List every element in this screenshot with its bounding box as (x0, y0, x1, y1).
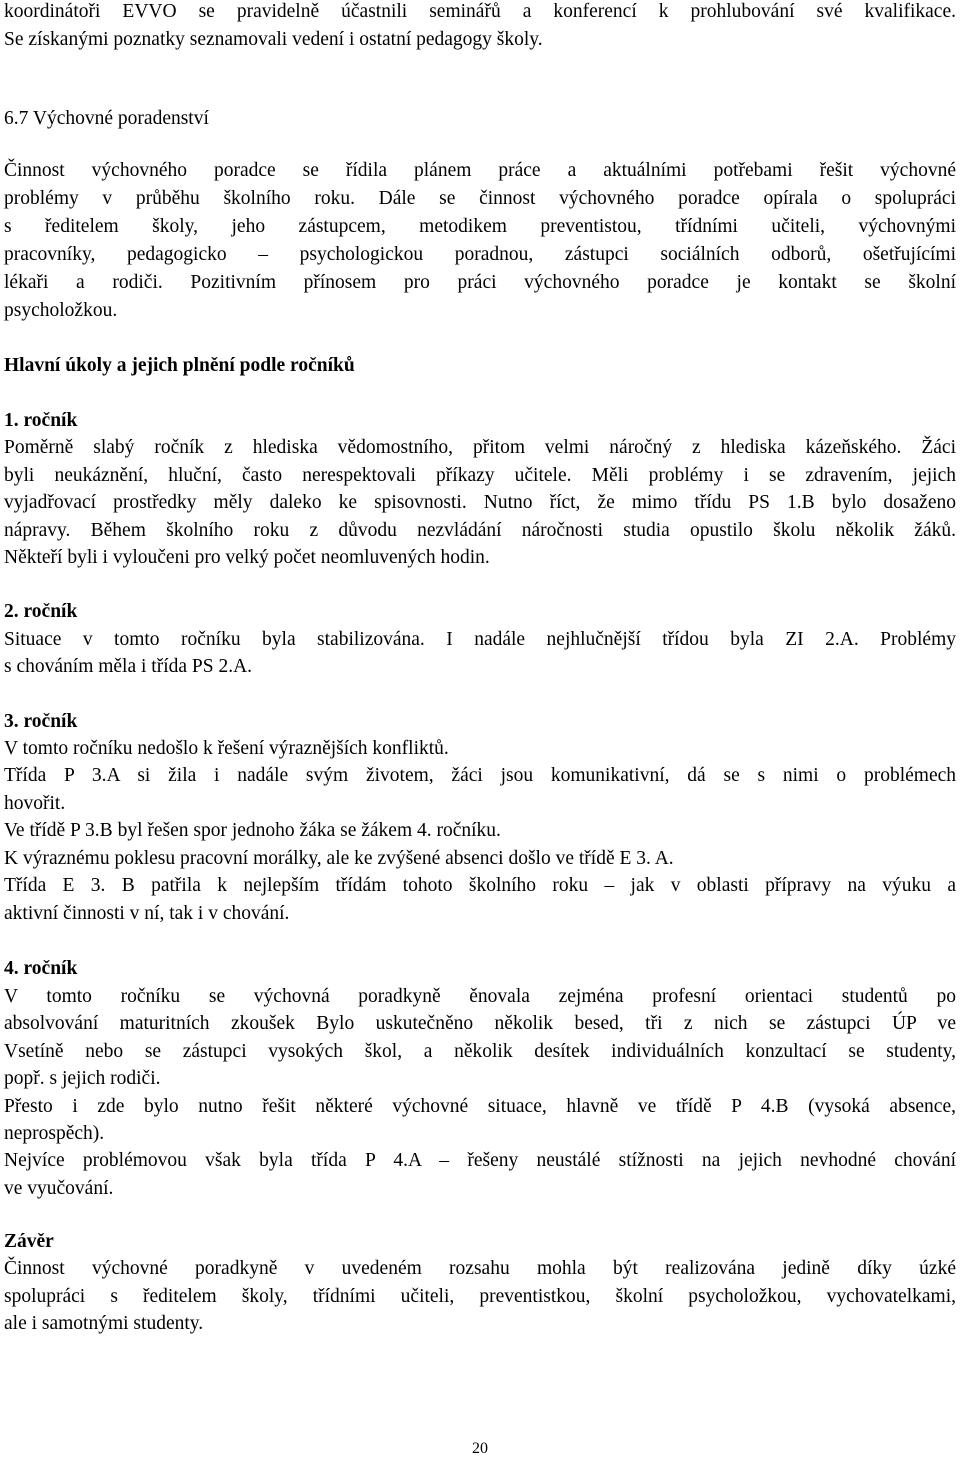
grade1-line-1: Poměrně slabý ročník z hlediska vědomostního, přitom velmi náročný z hlediska kázeňského. Žáci (4, 437, 956, 458)
conclusion-heading: Závěr (4, 1231, 54, 1252)
intro-line-2: Se získanými poznatky seznamovali vedení i ostatní pedagogy školy. (4, 29, 543, 50)
grade1-line-5: Někteří byli i vyloučeni pro velký počet neomluvených hodin. (4, 547, 490, 568)
tasks-heading: Hlavní úkoly a jejich plnění podle ročníků (4, 355, 355, 376)
grade1-line-3: vyjadřovací prostředky měly daleko ke spisovnosti. Nutno říct, že mimo třídu PS 1.B bylo dosaženo (4, 492, 956, 513)
grade4-line-7: Nejvíce problémovou však byla třída P 4.A – řešeny neustálé stížnosti na jejich nevhodné chování (4, 1150, 956, 1171)
grade3-line-3: hovořit. (4, 793, 66, 814)
grade3-line-5: K výraznému poklesu pracovní morálky, ale ke zvýšené absenci došlo ve třídě E 3. A. (4, 848, 674, 869)
grade3-heading: 3. ročník (4, 711, 78, 732)
grade2-heading: 2. ročník (4, 601, 78, 622)
grade3-line-2: Třída P 3.A si žila i nadále svým životem, žáci jsou komunikativní, dá se s nimi o problémech (4, 765, 956, 786)
conclusion-line-3: ale i samotnými studenty. (4, 1313, 204, 1334)
conclusion-line-2: spolupráci s ředitelem školy, třídními učiteli, preventistkou, školní psycholožkou, vychovatelkami, (4, 1286, 956, 1307)
grade4-line-8: ve vyučování. (4, 1178, 114, 1199)
grade4-line-5: Přesto i zde bylo nutno řešit některé výchovné situace, hlavně ve třídě P 4.B (vysoká absence, (4, 1096, 956, 1117)
grade4-line-6: neprospěch). (4, 1123, 105, 1144)
grade1-line-4: nápravy. Během školního roku z důvodu nezvládání náročnosti studia opustilo školu několik žáků. (4, 520, 956, 541)
section-heading: 6.7 Výchovné poradenství (4, 108, 209, 129)
intro-line-1: koordinátoři EVVO se pravidelně účastnili seminářů a konferencí k prohlubování své kvalifikace. (4, 1, 956, 22)
counselor-line-3: s ředitelem školy, jeho zástupcem, metodikem preventistou, třídními učiteli, výchovnými (4, 216, 956, 237)
grade3-line-7: aktivní činnosti v ní, tak i v chování. (4, 903, 290, 924)
grade4-line-3: Vsetíně nebo se zástupci vysokých škol, a několik desítek individuálních konzultací se studenty, (4, 1041, 956, 1062)
counselor-line-4: pracovníky, pedagogicko – psychologickou poradnou, zástupci sociálních odborů, ošetřujícími (4, 244, 956, 265)
conclusion-line-1: Činnost výchovné poradkyně v uvedeném rozsahu mohla být realizována jedině díky úzké (4, 1258, 956, 1279)
grade4-line-1: V tomto ročníku se výchovná poradkyně ěnovala zejména profesní orientaci studentů po (4, 986, 956, 1007)
document-page (4, 0, 956, 1459)
grade2-line-2: s chováním měla i třída PS 2.A. (4, 656, 253, 677)
grade3-line-1: V tomto ročníku nedošlo k řešení výraznějších konfliktů. (4, 738, 449, 759)
counselor-line-5: lékaři a rodiči. Pozitivním přínosem pro práci výchovného poradce je kontakt se školní (4, 272, 956, 293)
grade4-line-4: popř. s jejich rodiči. (4, 1068, 161, 1089)
grade1-line-2: byli neukáznění, hluční, často nerespektovali příkazy učitele. Měli problémy i se zdravením, jejich (4, 465, 956, 486)
page-number: 20 (472, 1440, 488, 1457)
grade1-heading: 1. ročník (4, 410, 78, 431)
grade2-line-1: Situace v tomto ročníku byla stabilizována. I nadále nejhlučnější třídou byla ZI 2.A. Problémy (4, 629, 956, 650)
grade3-line-4: Ve třídě P 3.B byl řešen spor jednoho žáka se žákem 4. ročníku. (4, 820, 501, 841)
grade4-line-2: absolvování maturitních zkoušek Bylo uskutečněno několik besed, tři z nich se zástupci ÚP ve (4, 1013, 956, 1034)
counselor-line-1: Činnost výchovného poradce se řídila plánem práce a aktuálními potřebami řešit výchovné (4, 160, 956, 181)
counselor-line-2: problémy v průběhu školního roku. Dále se činnost výchovného poradce opírala o spolupráci (4, 188, 956, 209)
counselor-line-6: psycholožkou. (4, 300, 118, 321)
grade4-heading: 4. ročník (4, 958, 78, 979)
grade3-line-6: Třída E 3. B patřila k nejlepším třídám tohoto školního roku – jak v oblasti přípravy na výuku a (4, 875, 956, 896)
